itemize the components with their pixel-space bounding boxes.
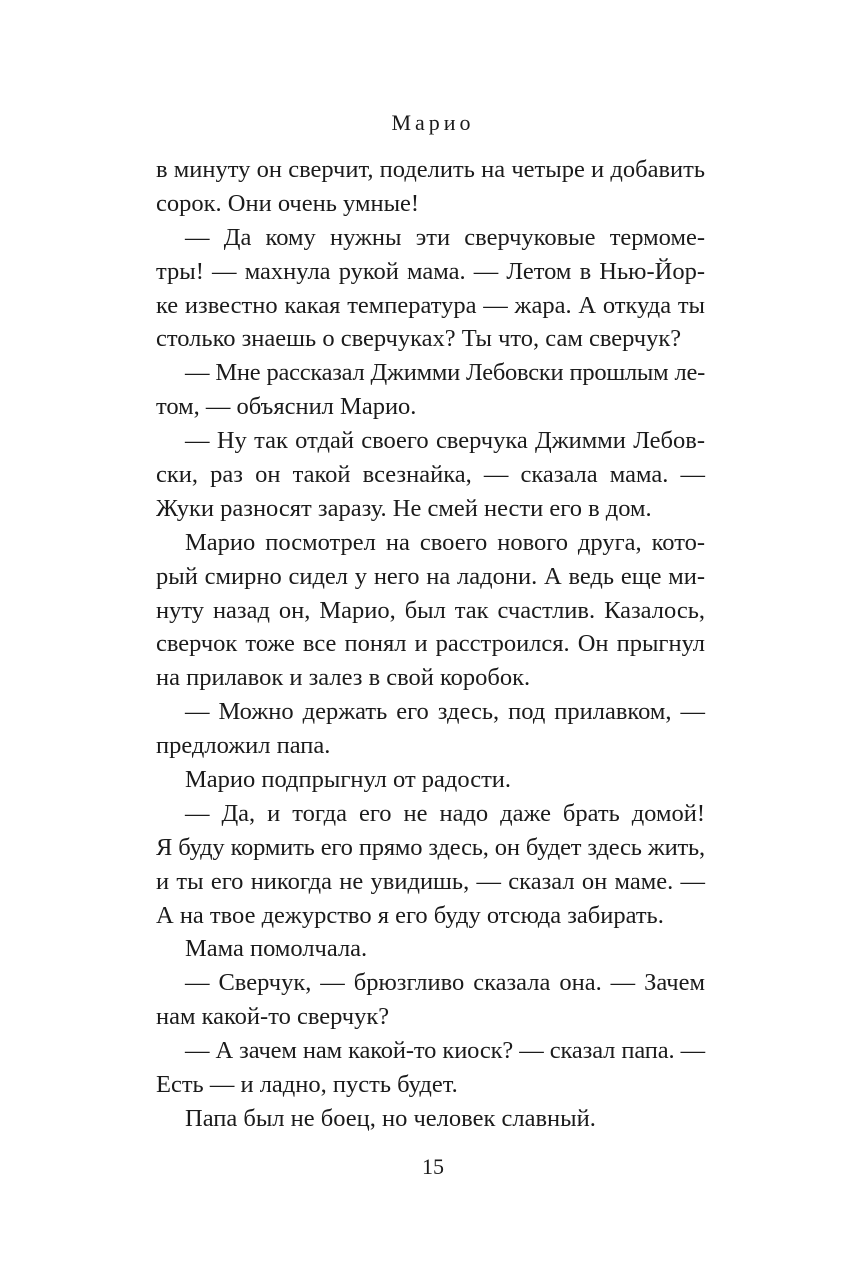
text-line: рый смирно сидел у него на ладони. А ведь еще ми- [156, 562, 705, 590]
text-line: Мама помолчала. [185, 935, 368, 963]
text-line: А на твое дежурство я его буду отсюда забирать. [156, 901, 664, 929]
text-line: и ты его никогда не увидишь, — сказал он маме. — [156, 867, 705, 895]
text-line: Марио посмотрел на своего нового друга, кото- [185, 528, 705, 556]
text-line: том, — объяснил Марио. [156, 393, 417, 421]
text-line: столько знаешь о сверчуках? Ты что, сам сверчук? [156, 325, 682, 353]
running-header: Марио [391, 110, 475, 135]
text-line: ски, раз он такой всезнайка, — сказала мама. — [156, 461, 705, 489]
text-line: — Сверчук, — брюзгливо сказала она. — Зачем [185, 969, 705, 997]
text-line: — Ну так отдай своего сверчука Джимми Лебов- [185, 427, 705, 455]
text-line: — Мне рассказал Джимми Лебовски прошлым ле- [185, 359, 705, 387]
text-line: — А зачем нам какой-то киоск? — сказал папа. — [185, 1037, 705, 1065]
text-line: на прилавок и залез в свой коробок. [156, 664, 531, 692]
text-line: нам какой-то сверчук? [156, 1003, 390, 1031]
text-line: Есть — и ладно, пусть будет. [156, 1071, 458, 1099]
text-line: в минуту он сверчит, поделить на четыре и добавить [156, 156, 705, 183]
text-line: Папа был не боец, но человек славный. [185, 1104, 596, 1132]
body-text [156, 153, 705, 1136]
text-line: нуту назад он, Марио, был так счастлив. Казалось, [156, 596, 705, 624]
text-line: сверчок тоже все понял и расстроился. Он прыгнул [156, 630, 705, 658]
text-line: Марио подпрыгнул от радости. [185, 766, 512, 794]
text-line: — Можно держать его здесь, под прилавком, — [185, 698, 705, 726]
page-number: 15 [422, 1154, 444, 1179]
text-line: Жуки разносят заразу. Не смей нести его в дом. [156, 494, 652, 522]
text-line: ке известно какая температура — жара. А откуда ты [156, 291, 705, 319]
text-line: тры! — махнула рукой мама. — Летом в Нью-Йор- [156, 257, 705, 285]
text-line: предложил папа. [156, 732, 331, 760]
text-line: сорок. Они очень умные! [156, 189, 420, 217]
text-line: — Да кому нужны эти сверчуковые термоме- [185, 223, 705, 251]
text-line: Я буду кормить его прямо здесь, он будет здесь жить, [156, 833, 705, 861]
text-line: — Да, и тогда его не надо даже брать домой! [185, 799, 705, 827]
